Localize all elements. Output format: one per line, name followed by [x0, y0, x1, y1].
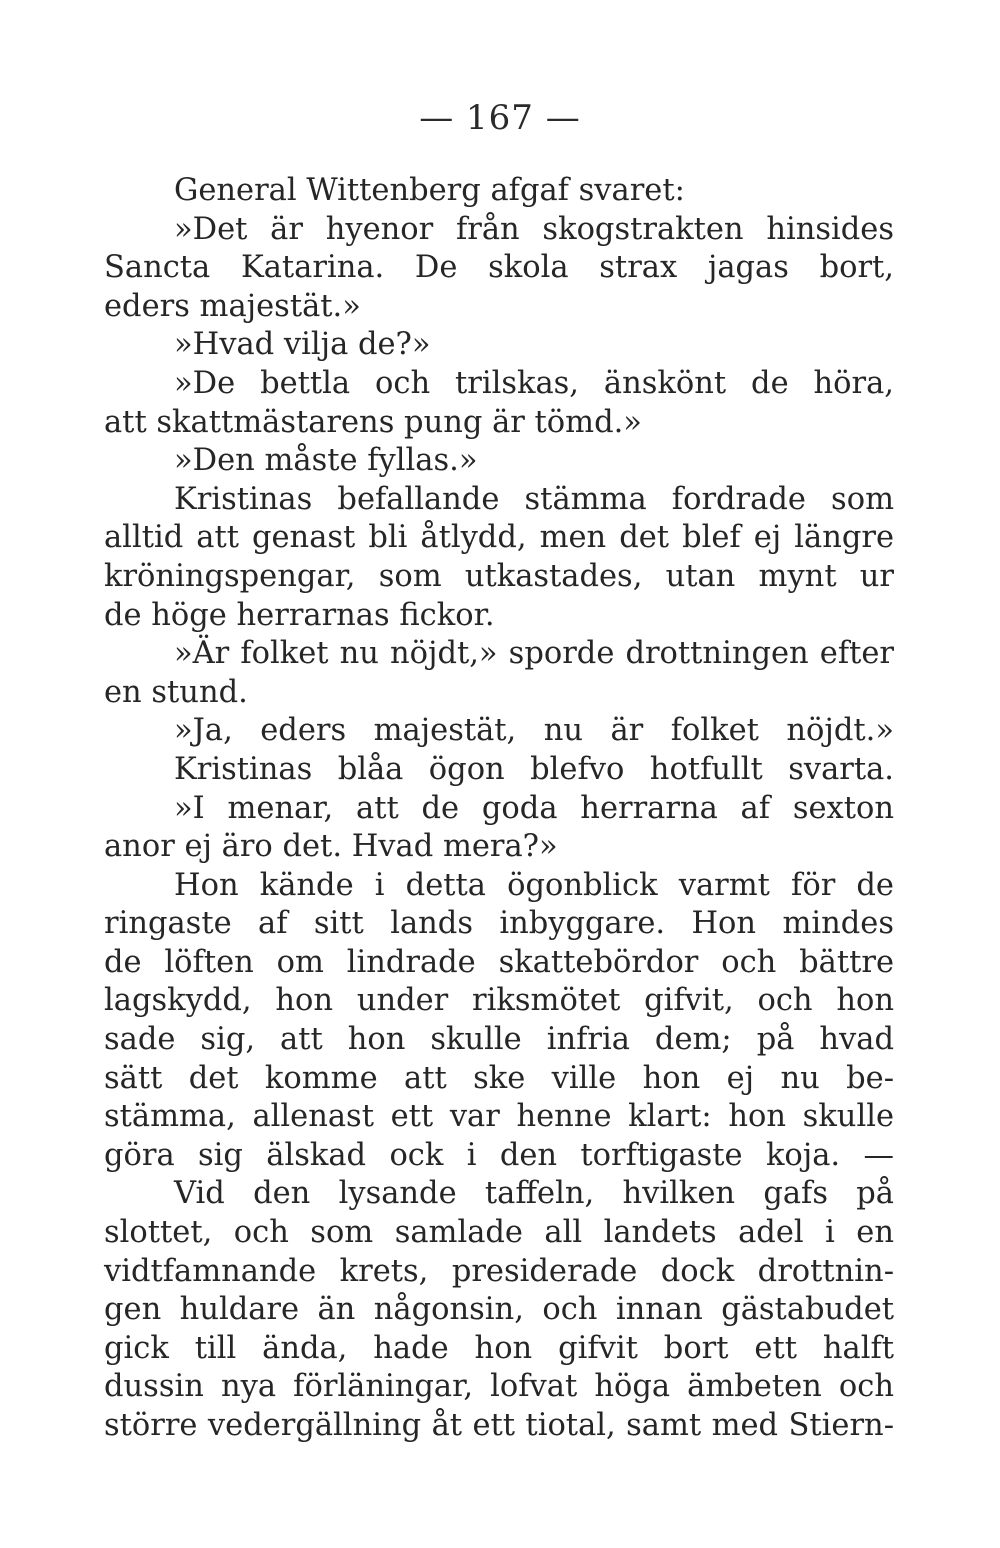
text-line: »Ja, eders majestät, nu är folket nöjdt.»	[174, 713, 894, 749]
text-line: vidtfamnande krets, presiderade dock drottnin-	[104, 1253, 894, 1289]
body-text	[104, 172, 894, 1446]
text-line: ringaste af sitt lands inbyggare. Hon mindes	[104, 906, 894, 942]
text-line: kröningspengar, som utkastades, utan mynt ur	[104, 558, 894, 594]
text-line: Kristinas blåa ögon blefvo hotfullt svarta.	[174, 751, 894, 787]
text-line: större vedergällning åt ett tiotal, samt med Stiern-	[104, 1408, 894, 1443]
text-line: lagskydd, hon under riksmötet gifvit, och hon	[104, 983, 894, 1019]
text-line: »Det är hyenor från skogstrakten hinsides	[174, 211, 894, 247]
text-line: sätt det komme att ske ville hon ej nu be-	[104, 1060, 894, 1096]
text-line: de löften om lindrade skattebördor och bättre	[104, 944, 894, 980]
text-line: eders majestät.»	[104, 288, 361, 324]
text-line: en stund.	[104, 674, 248, 710]
text-line: anor ej äro det. Hvad mera?»	[104, 829, 558, 865]
text-line: stämma, allenast ett var henne klart: hon skulle	[104, 1099, 894, 1135]
text-line: alltid att genast bli åtlydd, men det blef ej längre	[104, 520, 894, 556]
text-line: slottet, och som samlade all landets adel i en	[104, 1215, 894, 1251]
page-number: — 167 —	[419, 98, 581, 138]
text-line: »De bettla och trilskas, änskönt de höra,	[174, 365, 894, 401]
text-line: General Wittenberg afgaf svaret:	[174, 173, 685, 208]
text-line: de höge herrarnas fickor.	[104, 597, 495, 633]
text-line: »Hvad vilja de?»	[174, 327, 431, 363]
text-line: gen huldare än någonsin, och innan gästabudet	[104, 1292, 894, 1328]
text-line: Hon kände i detta ögonblick varmt för de	[174, 867, 894, 903]
text-line: att skattmästarens pung är tömd.»	[104, 404, 642, 440]
text-line: Sancta Katarina. De skola strax jagas bort,	[104, 250, 894, 286]
text-line: gick till ända, hade hon gifvit bort ett halft	[104, 1330, 894, 1366]
text-line: »I menar, att de goda herrarna af sexton	[174, 790, 894, 826]
text-line: sade sig, att hon skulle infria dem; på hvad	[104, 1022, 894, 1058]
text-line: Vid den lysande taffeln, hvilken gafs på	[174, 1176, 894, 1212]
text-line: Kristinas befallande stämma fordrade som	[174, 481, 894, 517]
text-line: »Är folket nu nöjdt,» sporde drottningen efter	[174, 636, 894, 672]
text-line: göra sig älskad ock i den torftigaste koja. —	[104, 1137, 894, 1173]
text-line: dussin nya förläningar, lofvat höga ämbeten och	[104, 1369, 894, 1405]
text-line: »Den måste fyllas.»	[174, 443, 478, 479]
